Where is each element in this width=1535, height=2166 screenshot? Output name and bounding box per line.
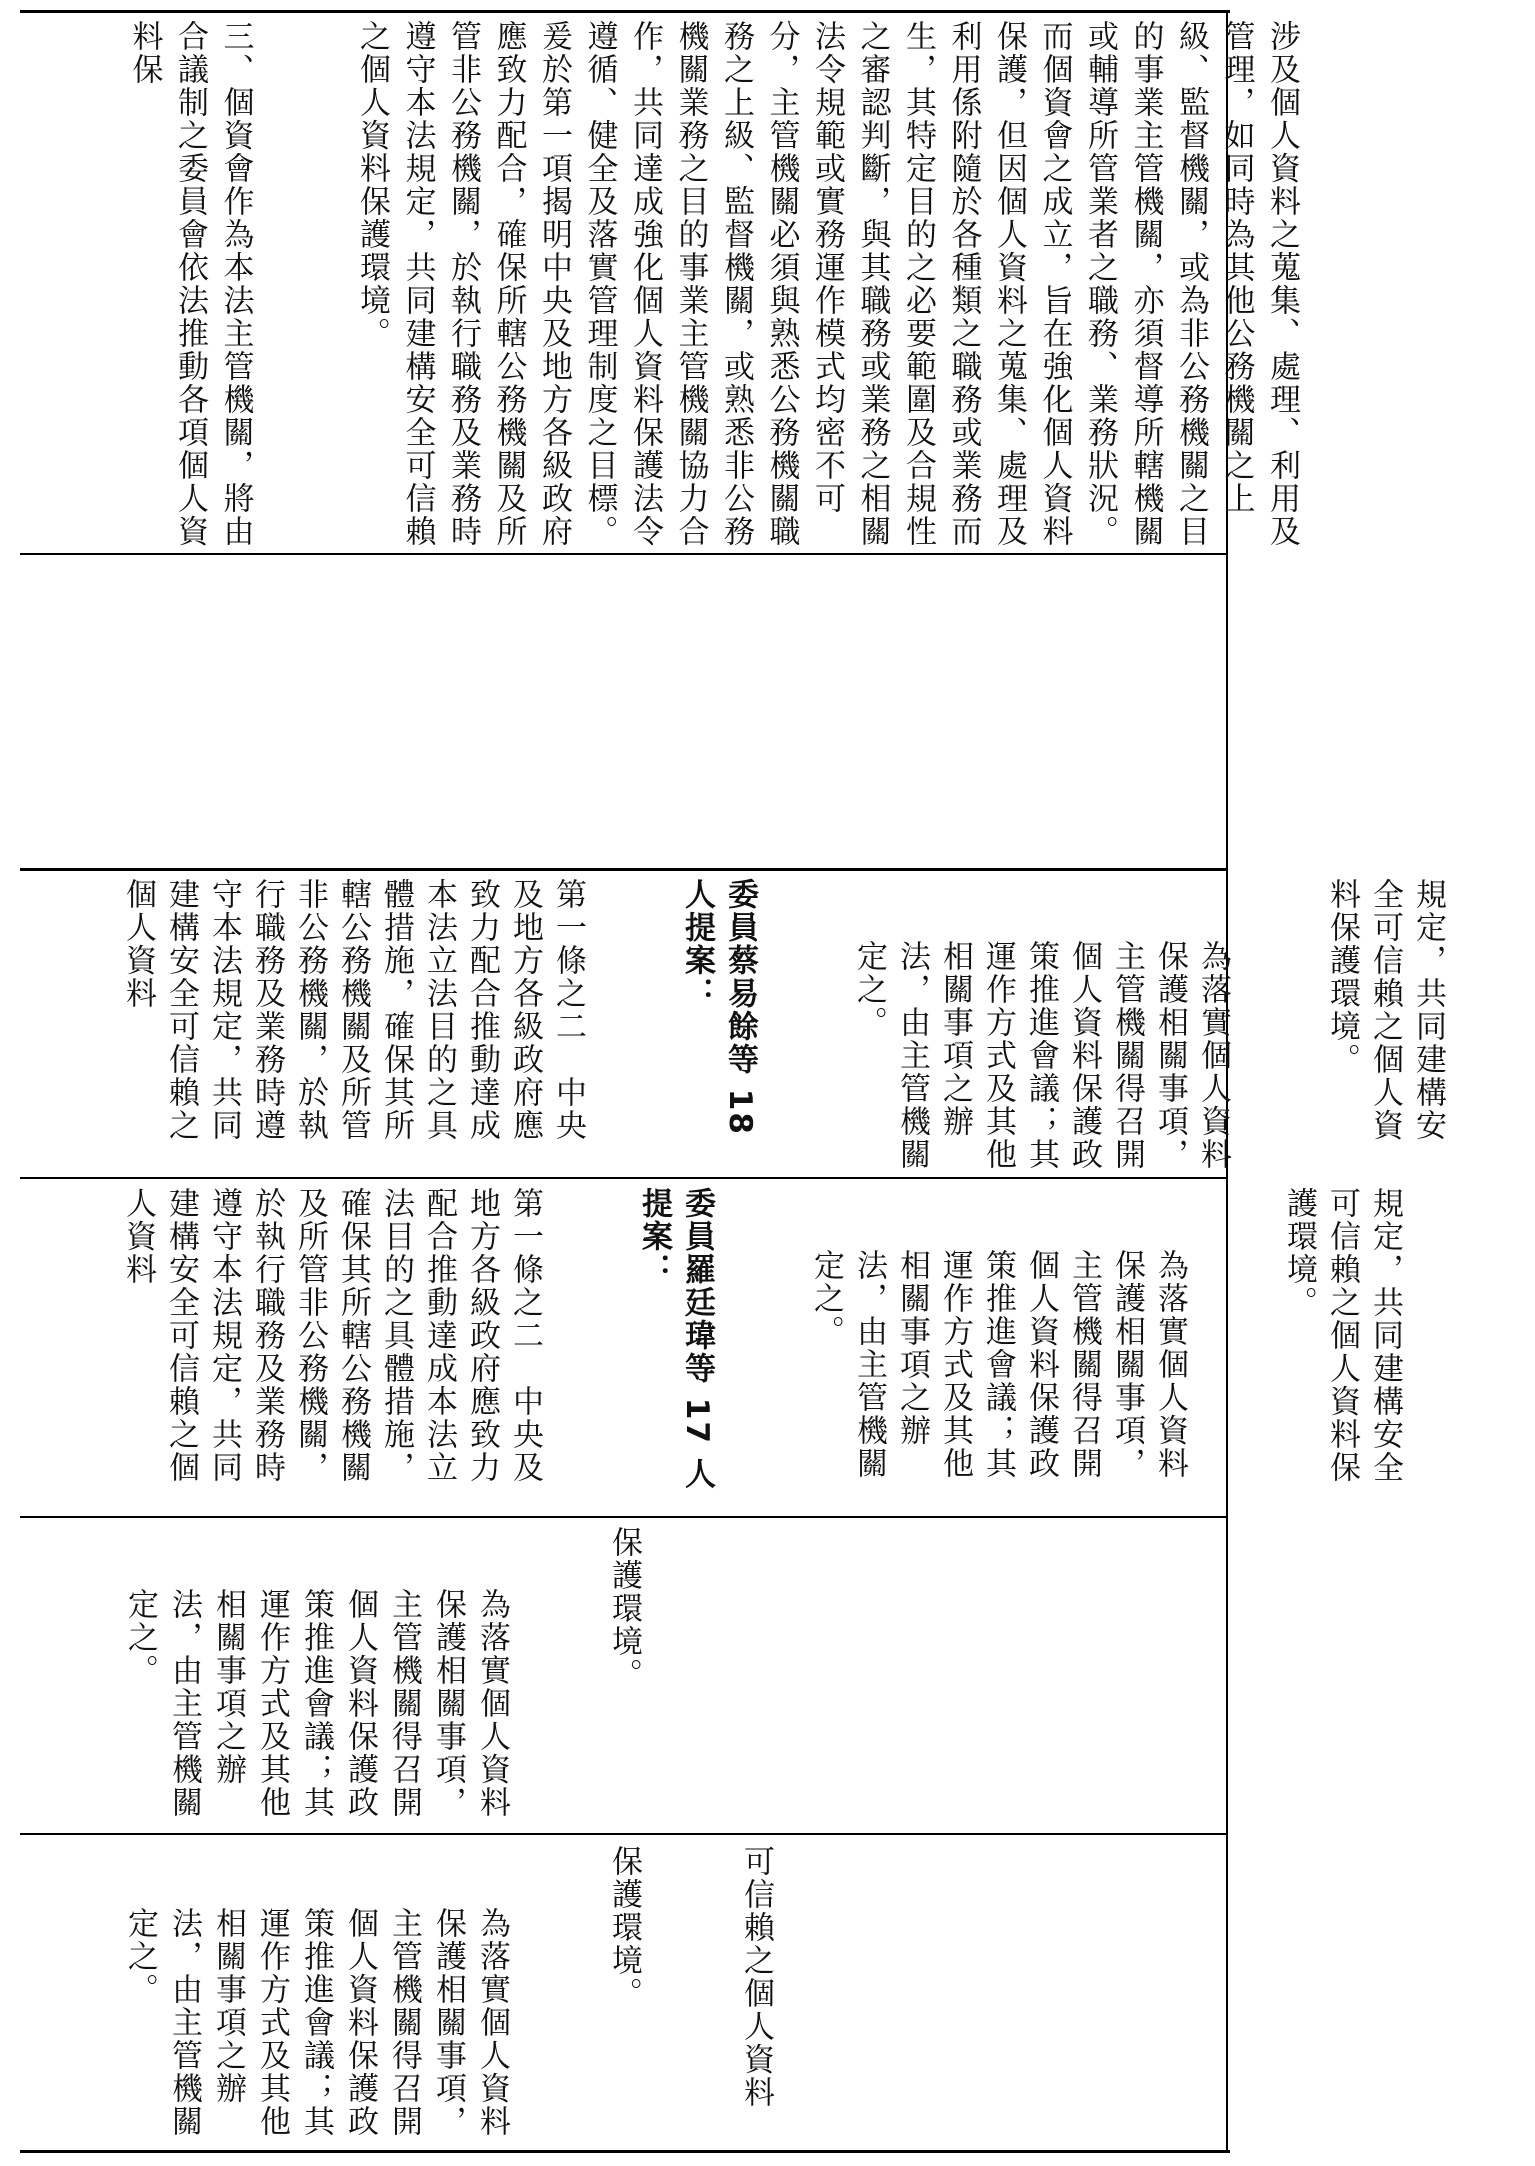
divider-row-3 (20, 1833, 1228, 1835)
cell-paragraph: 為落實個人資料保護相關事項，主管機關得召開個人資料保護政策推進會議；其運作方式及其他相關事項之辦法，由主管機關定之。 (122, 1907, 510, 2138)
divider-right-panel (20, 553, 1228, 555)
bottom-rule (20, 2150, 1230, 2153)
divider-upper-table (20, 868, 1228, 871)
cell-second-text: 保護環境。 (606, 1845, 642, 2010)
table-cell-column-1 (30, 1845, 1220, 2145)
table-cell-tsai-proposal (30, 878, 1446, 1173)
divider-row-2 (20, 1516, 1228, 1518)
top-rule (20, 10, 1230, 13)
explanation-item-three: 三、個資會作為本法主管機關，將由合議制之委員會依法推動各項個人資料保 (126, 20, 254, 548)
explanation-text (30, 20, 1395, 550)
proposal-article: 第一條之二 中央及地方各級政府應致力配合推動達成本法立法目的之具體措施，確保其所轄公務機關及所管非公務機關，於執行職務及業務時遵守本法規定，共同建構安全可信賴之個人資料 (120, 878, 586, 1142)
cell-top-text: 規定，共同建構安全可信賴之個人資料保護環境。 (1281, 1187, 1403, 1484)
cell-paragraph: 為落實個人資料保護相關事項，主管機關得召開個人資料保護政策推進會議；其運作方式及其他相關事項之辦法，由主管機關定之。 (122, 1588, 510, 1819)
explanation-paragraph: 涉及個人資料之蒐集、處理、利用及管理，如同時為其他公務機關之上級、監督機關，或為非公務機關之目的事業主管機關，亦須督導所轄機關或輔導所管業者之職務、業務狀況。而個資會之成立，旨在強化個人資料保護，但因個人資料之蒐集、處理及利用係附隨於各種類之職務或業務而生，其特定目的之必要範圍及合規性之審認判斷，與其職務或業務之相關法令規範或實務運作模式均密不可分，主管機關必須與熟悉公務機關職務之上級、監督機關，或熟悉非公務機關業務之目的事業主管機關協力合作，共同達成強化個人資料保護法令遵循、健全及落實管理制度之目標。爰於第一項揭明中央及地方各級政府應致力配合，確保所轄公務機關及所管非公務機關，於執行職務及業務時遵守本法規定，共同建構安全可信賴之個人資料保護環境。 (354, 20, 1300, 548)
table-cell-column-2 (30, 1526, 1220, 1828)
explanation-panel (30, 20, 1300, 550)
divider-row-1 (20, 1177, 1228, 1179)
proposal-article: 第一條之二 中央及地方各級政府應致力配合推動達成本法立法目的之具體措施，確保其所轄公務機關及所管非公務機關，於執行職務及業務時遵守本法規定，共同建構安全可信賴之個人資料 (120, 1187, 543, 1484)
cell-top-text: 可信賴之個人資料 (738, 1845, 774, 2109)
proposal-heading: 委員蔡易餘等 18 人提案： (679, 878, 758, 1149)
cell-paragraph: 為落實個人資料保護相關事項，主管機關得召開個人資料保護政策推進會議；其運作方式及其他相關事項之辦法，由主管機關定之。 (851, 940, 1231, 1171)
table-cell-lo-proposal (30, 1187, 1403, 1512)
cell-top-text: 規定，共同建構安全可信賴之個人資料保護環境。 (1324, 878, 1446, 1142)
proposal-heading: 委員羅廷瑋等 17 人提案： (636, 1187, 715, 1491)
cell-top-text: 保護環境。 (606, 1526, 642, 1691)
cell-paragraph: 為落實個人資料保護相關事項，主管機關得召開個人資料保護政策推進會議；其運作方式及其他相關事項之辦法，由主管機關定之。 (808, 1249, 1188, 1480)
